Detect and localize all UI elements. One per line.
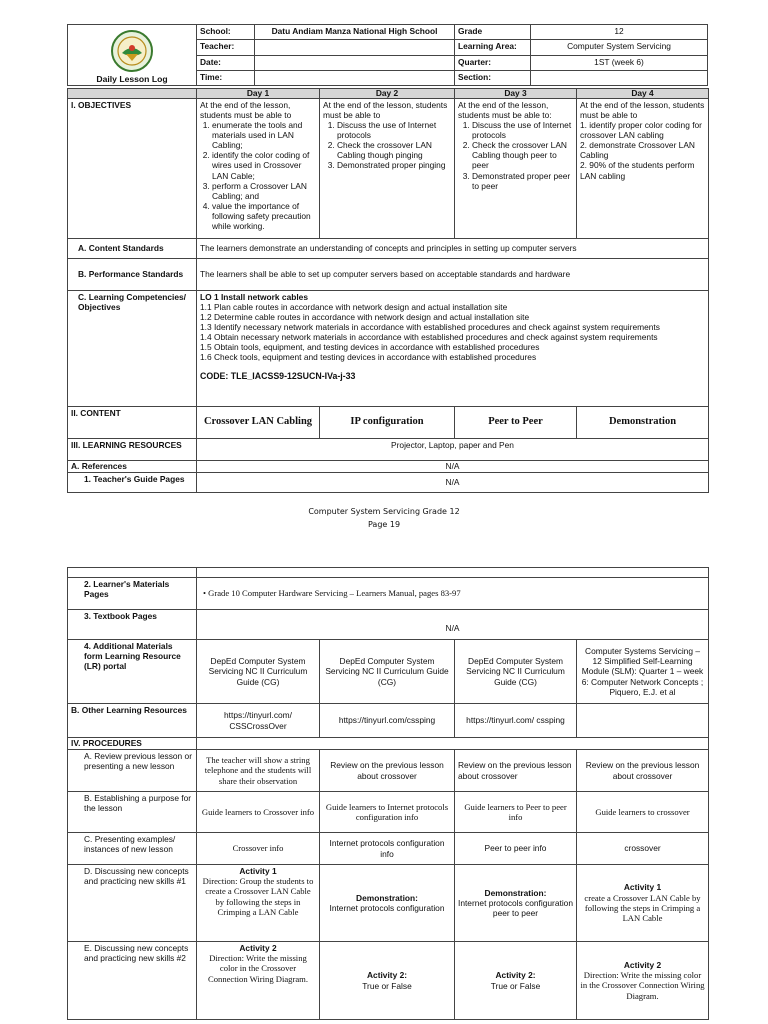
competencies-title: LO 1 Install network cables [200,292,308,302]
procedure-d-day2 [320,865,455,942]
objectives-intro: At the end of the lesson, students must be able to [200,100,292,121]
content-day3: Peer to Peer [455,407,577,439]
procedure-e-day2 [320,942,455,1020]
content-day2: IP configuration [320,407,455,439]
date-value [255,55,455,70]
day3-header: Day 3 [455,89,577,99]
procedure-a-day1: The teacher will show a string telephone and the students will share their observation [197,750,320,792]
procedure-c-day4: crossover [577,833,709,865]
activity-title: Activity 2: [366,970,408,981]
teachers-guide-label: 1. Teacher's Guide Pages [68,473,197,493]
competency-item: 1.1 Plan cable routes in accordance with network design and actual installation site [200,302,508,313]
procedure-a-label: A. Review previous lesson or presenting a new lesson [68,750,197,792]
procedure-b-day2: Guide learners to Internet protocols configuration info [320,792,455,833]
objectives-day2 [320,99,455,239]
procedure-c-day1: Crossover info [197,833,320,865]
objective-item: 2. demonstrate Crossover LAN Cabling [580,140,695,161]
additional-day3: DepEd Computer System Servicing NC II Curriculum Guide (CG) [455,640,577,704]
blank-cell [197,738,709,750]
procedures-label: IV. PROCEDURES [68,738,197,750]
activity-text: Direction: Write the missing color in the Crossover Connection Wiring Diagram. [580,970,705,1001]
competency-item: 1.5 Obtain tools, equipment, and testing devices in accordance with established procedures [200,342,540,353]
grade-value: 12 [531,25,708,40]
activity-title: Activity 2 [239,943,277,953]
section-value [531,70,708,85]
activity-text: True or False [362,980,412,991]
activity-title: Demonstration: [484,887,547,898]
competency-item: 1.2 Determine cable routes in accordance with network design and actual installation site [200,312,530,323]
learning-resources-text: Projector, Laptop, paper and Pen [197,439,709,461]
other-resources-label: B. Other Learning Resources [68,704,197,738]
day1-header: Day 1 [197,89,320,99]
procedure-a-day4: Review on the previous lesson about crossover [577,750,709,792]
activity-title: Activity 2 [623,959,662,970]
logo-cell [68,25,197,86]
quarter-label: Quarter: [455,55,531,70]
performance-standards-label: B. Performance Standards [68,259,197,291]
competencies-code: CODE: TLE_IACSS9-12SUCN-IVa-j-33 [200,370,356,381]
procedure-d-day3 [455,865,577,942]
other-resources-day2[interactable]: https://tinyurl.com/cssping [320,704,455,738]
procedure-e-day1 [197,942,320,1020]
additional-day4: Computer Systems Servicing – 12 Simplified Self-Learning Module (SLM): Quarter 1 – week 6: Computer Network Concepts ; Piquero, E.J. et al [577,640,709,704]
additional-materials-label: 4. Additional Materials form Learning Resource (LR) portal [68,640,197,704]
competency-item: 1.3 Identify necessary network materials in accordance with established procedures and check against system requirements [200,322,660,333]
objective-item: 3. Demonstrated proper peer to peer [472,171,573,191]
procedure-d-label: D. Discussing new concepts and practicing new skills #1 [68,865,197,942]
objectives-day4 [577,99,709,239]
additional-day2: DepEd Computer System Servicing NC II Curriculum Guide (CG) [320,640,455,704]
content-label: II. CONTENT [68,407,197,439]
activity-title: Activity 1 [239,866,277,876]
other-resources-day3[interactable]: https://tinyurl.com/ cssping [455,704,577,738]
learners-materials-label: 2. Learner's Materials Pages [68,578,197,610]
objective-item: 2. 90% of the students perform LAN cabling [580,160,695,181]
time-value [255,70,455,85]
time-label: Time: [197,70,255,85]
learners-materials-text: • Grade 10 Computer Hardware Servicing – Learners Manual, pages 83-97 [197,578,709,610]
content-day1: Crossover LAN Cabling [197,407,320,439]
content-standards-label: A. Content Standards [68,239,197,259]
objectives-intro: At the end of the lesson, students must be able to [323,100,448,121]
procedure-d-day1 [197,865,320,942]
learning-area-label: Learning Area: [455,40,531,55]
learning-resources-label: III. LEARNING RESOURCES [68,439,197,461]
activity-title: Activity 2: [495,970,536,981]
procedure-a-day2: Review on the previous lesson about crossover [320,750,455,792]
school-seal-icon [110,29,154,73]
activity-text: create a Crossover LAN Cable by following the steps in Crimping a LAN Cable [584,892,701,924]
section-label: Section: [455,70,531,85]
blank-cell [197,568,709,578]
other-resources-day4 [577,704,709,738]
competency-item: 1.4 Obtain necessary network materials in accordance with established procedures and check against system requirements [200,332,658,343]
objective-item: 2. identify the color coding of wires used in Crossover LAN Cable; [212,150,316,180]
objective-item: 4. value the importance of following safety precaution while working. [212,201,316,231]
procedure-e-label: E. Discussing new concepts and practicing new skills #2 [68,942,197,1020]
activity-text: Internet protocols configuration peer to peer [458,897,573,919]
objective-item: 2. Check the crossover LAN Cabling though pinging [337,140,451,160]
activity-text: Direction: Group the students to create a Crossover LAN Cable by following the steps in Crimping a LAN Cable [202,876,314,918]
procedure-c-day2: Internet protocols configuration info [320,833,455,865]
procedure-b-day1: Guide learners to Crossover info [197,792,320,833]
activity-text: Direction: Write the missing color in the Crossover Connection Wiring Diagram. [208,953,308,984]
procedure-e-day3 [455,942,577,1020]
textbook-label: 3. Textbook Pages [68,610,197,640]
other-resources-day1[interactable]: https://tinyurl.com/ CSSCrossOver [197,704,320,738]
date-label: Date: [197,55,255,70]
day4-header: Day 4 [577,89,709,99]
activity-title: Demonstration: [356,892,418,903]
procedure-e-day4 [577,942,709,1020]
objectives-intro: At the end of the lesson, students must be able to: [458,100,552,121]
content-day4: Demonstration [577,407,709,439]
objective-item: 3. perform a Crossover LAN Cabling; and [212,181,316,201]
objective-item: 2. Check the crossover LAN Cabling though peer to peer [472,140,573,170]
teacher-value [255,40,455,55]
learning-area-value: Computer System Servicing [531,40,708,55]
school-label: School: [197,25,255,40]
teacher-label: Teacher: [197,40,255,55]
school-value: Datu Andiam Manza National High School [255,25,455,40]
day2-header: Day 2 [320,89,455,99]
objective-item: 1. Discuss the use of Internet protocols [472,120,573,140]
objective-item: 1. identify proper color coding for crossover LAN cabling [580,120,702,141]
corner-cell [68,89,197,99]
daily-lesson-log-label: Daily Lesson Log [96,74,168,84]
objectives-day1 [197,99,320,239]
objective-item: 1. Discuss the use of Internet protocols [337,120,451,140]
header-table [67,24,708,86]
references-label: A. References [68,461,197,473]
blank-cell [68,568,197,578]
competencies-cell [197,291,709,407]
objective-item: 3. Demonstrated proper pinging [337,160,451,170]
teachers-guide-text: N/A [197,473,709,493]
content-standards-text: The learners demonstrate an understanding of concepts and principles in setting up computer servers [197,239,709,259]
activity-text: True or False [490,980,541,991]
textbook-text: N/A [197,610,709,640]
procedure-c-label: C. Presenting examples/ instances of new lesson [68,833,197,865]
competency-item: 1.6 Check tools, equipment and testing devices in accordance with established procedures [200,352,537,363]
grade-label: Grade [455,25,531,40]
objective-item: 1. enumerate the tools and materials used in LAN Cabling; [212,120,316,150]
lesson-table-page2 [67,567,709,1020]
objectives-label: I. OBJECTIVES [68,99,197,239]
references-text: N/A [197,461,709,473]
procedure-b-day3: Guide learners to Peer to peer info [455,792,577,833]
procedure-a-day3: Review on the previous lesson about crossover [455,750,577,792]
activity-text: Internet protocols configuration [329,903,445,913]
procedure-b-day4: Guide learners to crossover [577,792,709,833]
additional-day1: DepEd Computer System Servicing NC II Curriculum Guide (CG) [197,640,320,704]
performance-standards-text: The learners shall be able to set up computer servers based on acceptable standards and hardware [197,259,709,291]
quarter-value: 1ST (week 6) [531,55,708,70]
page-footer-title: Computer System Servicing Grade 12 [308,507,460,516]
procedure-b-label: B. Establishing a purpose for the lesson [68,792,197,833]
page-footer-number: Page 19 [367,520,401,529]
procedure-c-day3: Peer to peer info [455,833,577,865]
activity-title: Activity 1 [623,882,662,893]
objectives-day3 [455,99,577,239]
objectives-intro: At the end of the lesson, students must be able to [580,100,705,121]
lesson-table-page1 [67,88,709,493]
procedure-d-day4 [577,865,709,942]
competencies-label: C. Learning Competencies/ Objectives [68,291,197,407]
